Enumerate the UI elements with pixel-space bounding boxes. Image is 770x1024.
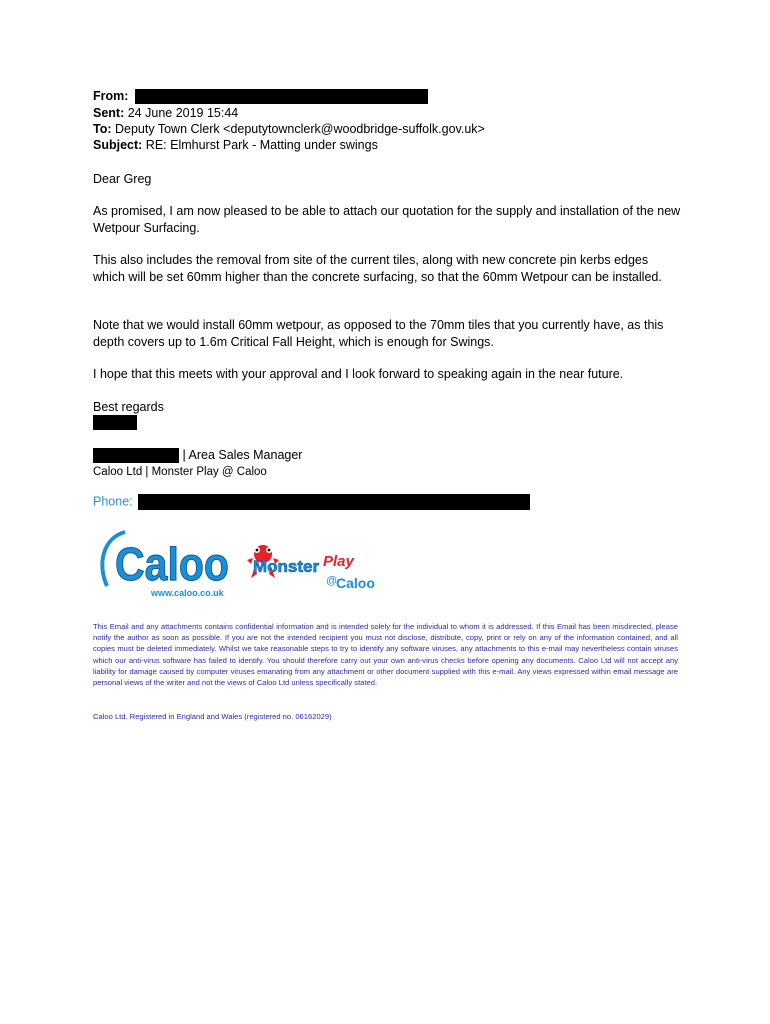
greeting: Dear Greg: [93, 172, 152, 186]
paragraph-3: Note that we would install 60mm wetpour, as opposed to the 70mm tiles that you currently have, as this depth covers up to 1.6m Critical Fall Height, which is enough for Swings.: [93, 318, 664, 349]
paragraph-4: I hope that this meets with your approval and I look forward to speaking again in the near future.: [93, 367, 624, 381]
sent-label: Sent:: [93, 106, 125, 120]
redacted-sender-first-name: [93, 415, 137, 430]
paragraph-1: As promised, I am now pleased to be able to attach our quotation for the supply and installation of the new Wetpour Surfacing.: [93, 204, 681, 235]
monster-play-logo: [243, 540, 378, 595]
sent-line: [93, 105, 238, 121]
to-line: [93, 121, 485, 137]
caloo-logo-text: Caloo: [115, 538, 229, 590]
signature-title-line: [93, 447, 302, 463]
logo-at-sign: @: [326, 575, 338, 587]
from-label: From:: [93, 89, 129, 103]
redacted-phone: [138, 494, 530, 510]
caloo-logo-url: www.caloo.co.uk: [151, 588, 224, 598]
monster-logo-text: Monster: [253, 557, 320, 576]
signature-title: | Area Sales Manager: [182, 448, 303, 462]
sent-value: 24 June 2019 15:44: [127, 106, 239, 120]
caloo-logo: [95, 524, 233, 602]
phone-label: Phone:: [93, 494, 133, 509]
monster-caloo-text: Caloo: [336, 575, 375, 591]
play-logo-text: Play: [323, 553, 354, 570]
from-line: [93, 88, 428, 104]
redacted-from: [135, 89, 428, 104]
subject-value: RE: Elmhurst Park - Matting under swings: [145, 138, 378, 152]
phone-line: [93, 494, 530, 510]
registration-note: Caloo Ltd. Registered in England and Wales (registered no. 06162029): [93, 712, 332, 721]
subject-line: [93, 137, 378, 153]
signature-company: Caloo Ltd | Monster Play @ Caloo: [93, 466, 267, 478]
subject-label: Subject:: [93, 138, 143, 152]
to-value: Deputy Town Clerk <deputytownclerk@woodbridge-suffolk.gov.uk>: [115, 122, 485, 136]
to-label: To:: [93, 122, 112, 136]
closing: Best regards: [93, 400, 164, 414]
redacted-sender-name: [93, 448, 179, 463]
paragraph-2: This also includes the removal from site of the current tiles, along with new concrete pin kerbs edges which will be set 60mm higher than the concrete surfacing, so that the 60mm Wetpour can be installed.: [93, 253, 662, 284]
disclaimer-text: This Email and any attachments contains confidential information and is intended solely for the individual to whom it is addressed. If this Email has been misdirected, please notify the author as soon as possible. If you are not the intended recipient you must not disclose, distribute, copy, print or rely on any of the information contained, and all copies must be deleted immediately. Whilst we take reasonable steps to try to identify any software viruses, any attachments to this e-mail may nevertheless contain viruses which our anti-virus software has failed to identify. You should therefore carry out your own anti-virus checks before opening any documents. Caloo Ltd will not accept any liability for damage caused by computer viruses emanating from any attachment or other document supplied with this e-mail. Any views expressed within email message are personal views of the writer and not the views of Caloo Ltd unless specifically stated.: [93, 622, 678, 688]
